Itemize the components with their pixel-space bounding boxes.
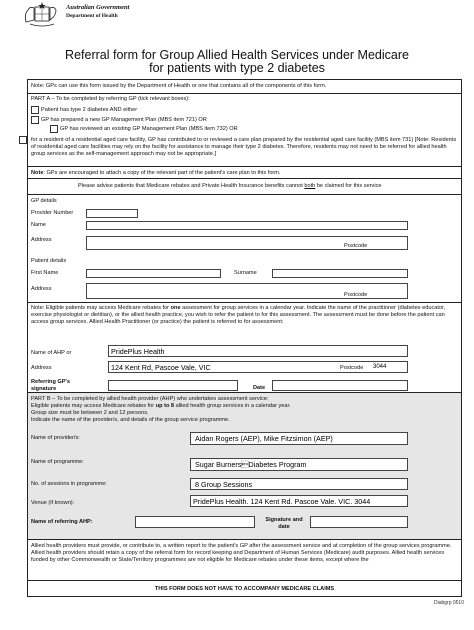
ahp-name-value: PridePlus Health [111, 347, 165, 356]
first-name-field[interactable] [86, 269, 221, 278]
ahp-name-label: Name of AHP or [31, 350, 72, 356]
form-frame [27, 79, 462, 597]
providers-field[interactable] [190, 432, 408, 445]
patient-postcode-label: Postcode [344, 292, 368, 298]
footer-paragraph: Allied health providers must provide, or contribute to, a written report to the patient's GP after the assessment service and at completion of the group services programme. Allied health providers should retain a copy of the referral form for record keeping and Department of Human Services (Medicare) audit purposes. Allied health services funded by other Commonwealth or State/Territory programmes are not eligible for Medicare rebates under these items, except where the [31, 543, 452, 563]
checkbox-type2[interactable] [31, 106, 39, 114]
part-b-eligible-post: allied health group services in a calendar year. [174, 403, 291, 409]
dept-name: Department of Health [66, 13, 118, 19]
option-type2: Patient has type 2 diabetes AND either [41, 107, 138, 113]
advise-text-post: be claimed for this service [315, 183, 382, 189]
part-a-heading: PART A – To be completed by referring GP (tick relevant boxes): [31, 96, 190, 102]
provider-number-field[interactable] [86, 209, 138, 218]
programme-value: Sugar BurnersDiabetes Program [195, 460, 307, 469]
coat-of-arms-logo [22, 2, 62, 28]
eligibility-text-post: assessment for group services in a calendar year. Indicate the name of the practitioner (diabetes educator, exercise physiologist or dietitian), or the allied health practice, you wish to refer the patient to for this assessment. The assessment must be done before the patient can access group services. Allied Health Practitioner (or practice) the patient is referred to for assessment: [31, 305, 446, 325]
government-header [66, 4, 129, 20]
surname-label: Surname [234, 270, 257, 276]
attach-note [31, 170, 281, 177]
medicare-claims-note: THIS FORM DOES NOT HAVE TO ACCOMPANY MEDICARE CLAIMS [154, 586, 335, 592]
part-b-indicate: Indicate the name of the provider/s, and details of the group service programme. [31, 417, 230, 423]
gp-address-label: Address [31, 237, 52, 243]
form-code: Diabgrp 0510 [433, 600, 464, 606]
divider [28, 93, 461, 94]
part-b-eligible-pre: Eligible patients may access Medicare rebates for [31, 403, 156, 409]
programme-field[interactable] [190, 458, 408, 471]
form-title: Referral form for Group Allied Health Services under Medicare [65, 48, 409, 62]
checkbox-new-plan[interactable] [31, 116, 39, 124]
advise-text-pre: Please advise patients that Medicare rebates and Private Health Insurance benefits cannot [78, 183, 305, 189]
providers-label: Name of provider/s: [31, 435, 80, 441]
divider [28, 194, 461, 195]
first-name-label: First Name [31, 270, 59, 276]
venue-value: PridePlus Health. 124 Kent Rd. Pascoe Vale. VIC. 3044 [193, 497, 371, 506]
providers-value: Aidan Rogers (AEP), Mike Fitzsimon (AEP) [195, 434, 333, 443]
ahp-address-label: Address [31, 365, 52, 371]
sessions-value: 8 Group Sessions [195, 480, 253, 489]
gp-name-label: Name [31, 222, 46, 228]
provider-number-label: Provider Number [31, 210, 74, 216]
part-b-eligible [31, 403, 291, 410]
sessions-field[interactable] [190, 478, 408, 490]
divider [28, 539, 461, 540]
ahp-name-field[interactable] [108, 345, 408, 357]
venue-field[interactable] [190, 495, 408, 507]
eligibility-one: one [170, 305, 181, 311]
referring-ahp-label: Name of referring AHP: [31, 519, 93, 525]
checkbox-aged-care[interactable] [19, 136, 27, 144]
option-new-plan: GP has prepared a new GP Management Plan (MBS item 721) OR [41, 117, 207, 123]
patient-details-heading: Patient details [31, 258, 67, 264]
eligibility-note [31, 305, 459, 326]
venue-label: Venue (if known): [31, 500, 75, 506]
advise-both: both [304, 183, 316, 189]
divider [28, 178, 461, 179]
referring-ahp-field[interactable] [135, 516, 255, 528]
patient-address-label: Address [31, 286, 52, 292]
eligibility-text-pre: Note: Eligible patients may access Medicare rebates for [31, 305, 171, 311]
gp-details-heading: GP details [31, 198, 57, 204]
signature-date-field[interactable] [310, 516, 408, 528]
note-text: : GPs are encouraged to attach a copy of the relevant part of the patient's care plan to this form. [43, 170, 281, 176]
surname-field[interactable] [272, 269, 408, 278]
option-review-plan: GP has reviewed an existing GP Management Plan (MBS item 732) OR [60, 126, 238, 132]
ahp-postcode-value: 3044 [373, 364, 387, 370]
gov-name: Australian Government [66, 4, 130, 11]
referring-gp-signature-label: Referring GP's signature [31, 379, 70, 392]
referring-gp-signature-field[interactable] [108, 380, 238, 391]
ahp-address-field[interactable] [108, 361, 408, 373]
part-b-up-to-8: up to 8 [155, 403, 175, 409]
signature-date-label: Signature and date [265, 517, 303, 530]
ahp-address-value: 124 Kent Rd, Pascoe Vale, VIC [111, 363, 211, 372]
part-b-group-size: Group size must be between 2 and 12 persons. [31, 410, 149, 416]
sessions-label: No. of sessions in programme: [31, 481, 107, 487]
option-aged-care: for a resident of a residential aged care facility, GP has contributed to or reviewed a care plan prepared by the residential aged care facility (MBS item 731) [Note: Residents of residential aged care facilities may rely on the facility for assistance to manage their type 2 diabetes. Therefore, residents may not need to be referred for allied health group services as the self-management approach may not be appropriate.] [31, 137, 457, 157]
gp-name-field[interactable] [86, 221, 408, 230]
divider [28, 166, 461, 167]
date-field[interactable] [272, 380, 408, 391]
date-label: Date [253, 385, 266, 391]
gp-postcode-label: Postcode [344, 243, 368, 249]
form-subtitle: for patients with type 2 diabetes [149, 61, 325, 75]
ahp-postcode-label: Postcode [340, 365, 364, 371]
top-note: Note: GPs can use this form issued by the Department of Health or one that contains all of the components of this form. [31, 83, 327, 89]
checkbox-review-plan[interactable] [50, 125, 58, 133]
part-b-heading: PART B – To be completed by allied health provider (AHP) who undertakes assessment service: [31, 396, 269, 402]
divider [28, 302, 461, 303]
note-label: Note [31, 170, 44, 176]
advise-note [78, 183, 381, 190]
divider [28, 580, 461, 581]
programme-label: Name of programme: [31, 459, 84, 465]
